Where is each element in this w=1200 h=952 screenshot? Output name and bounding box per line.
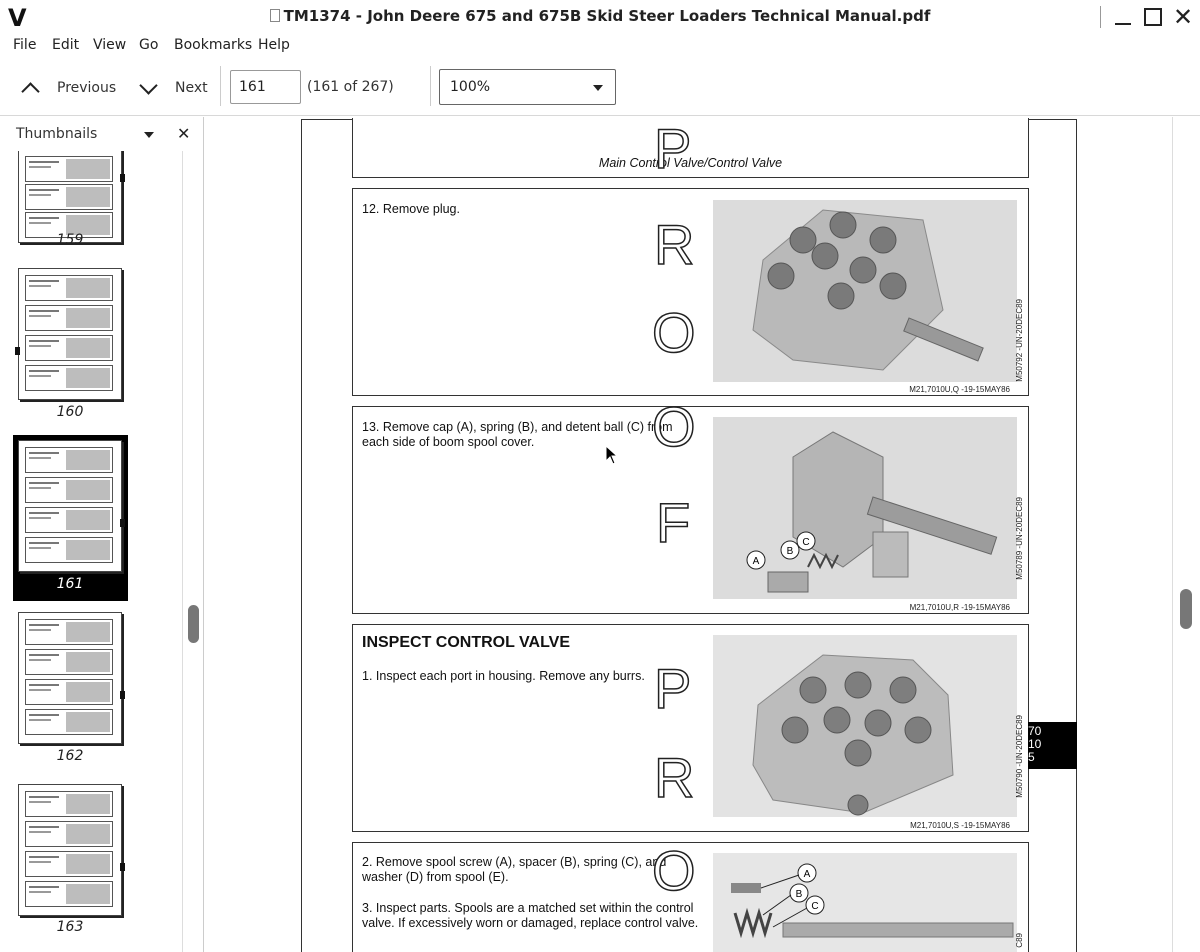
next-label: Next bbox=[175, 80, 208, 96]
section-tab-line: 10 bbox=[1028, 737, 1042, 751]
chevron-down-icon bbox=[593, 85, 603, 91]
thumbnail-159[interactable] bbox=[18, 151, 122, 243]
menu-bookmarks[interactable]: Bookmarks bbox=[174, 37, 253, 53]
minimize-icon bbox=[1115, 23, 1131, 25]
watermark-letter: O bbox=[652, 395, 696, 458]
window-title-text: TM1374 - John Deere 675 and 675B Skid Steer Loaders Technical Manual.pdf bbox=[283, 7, 931, 25]
watermark-letter: F bbox=[656, 491, 691, 554]
menu-view[interactable]: View bbox=[93, 37, 127, 53]
sidebar-close-button[interactable]: ✕ bbox=[177, 124, 191, 143]
thumbnail-label: 163 bbox=[56, 919, 84, 935]
thumbnail-label: 160 bbox=[56, 404, 84, 420]
chevron-up-icon bbox=[21, 82, 39, 100]
watermark-letter: R bbox=[654, 213, 695, 276]
menu-bar bbox=[0, 34, 1200, 58]
sidebar-mode-dropdown[interactable] bbox=[144, 132, 154, 138]
figure-code: M50789 -UN-20DEC89 bbox=[1015, 497, 1024, 580]
menu-go[interactable]: Go bbox=[139, 37, 159, 53]
figure-code: M50790 -UN-20DEC89 bbox=[1015, 715, 1024, 798]
viewer-scrollbar-thumb[interactable] bbox=[1180, 589, 1192, 629]
watermark-letter: R bbox=[654, 746, 695, 809]
app-logo[interactable]: V bbox=[8, 4, 27, 32]
reference-code: M21,7010U,R -19-15MAY86 bbox=[909, 603, 1010, 612]
thumbnail-161[interactable] bbox=[18, 440, 122, 572]
callout-b: B bbox=[786, 546, 794, 557]
toolbar-divider bbox=[430, 66, 431, 106]
previous-label: Previous bbox=[57, 80, 117, 96]
section-tab-line: 70 bbox=[1028, 724, 1042, 738]
section-tab bbox=[1028, 722, 1077, 769]
page-header-title: Main Control Valve/Control Valve bbox=[598, 156, 783, 170]
thumbnail-160[interactable] bbox=[18, 268, 122, 400]
document-viewer bbox=[205, 117, 1200, 952]
valve-housing-illustration bbox=[713, 635, 1017, 817]
thumbnail-162[interactable] bbox=[18, 612, 122, 744]
section-tab-line: 5 bbox=[1028, 750, 1035, 764]
callout-b: B bbox=[795, 889, 803, 900]
maximize-icon bbox=[1144, 8, 1162, 26]
watermark-letter: P bbox=[654, 657, 692, 720]
reference-code: M21,7010U,Q -19-15MAY86 bbox=[909, 385, 1010, 394]
valve-housing-photo bbox=[713, 200, 1017, 382]
callout-a: A bbox=[803, 869, 811, 880]
callout-a: A bbox=[752, 556, 760, 567]
spool-parts-illustration bbox=[713, 853, 1017, 952]
sidebar-title: Thumbnails bbox=[16, 126, 98, 142]
document-icon bbox=[270, 9, 280, 22]
title-bar bbox=[0, 0, 1200, 34]
valve-plug-illustration bbox=[713, 200, 1017, 382]
window-title bbox=[0, 7, 1200, 25]
step-text: 12. Remove plug. bbox=[362, 202, 460, 216]
thumbnail-list bbox=[0, 151, 182, 952]
page-count: (161 of 267) bbox=[307, 79, 394, 95]
step-text: 3. Inspect parts. Spools are a matched set within the control valve. If excessively worn or damaged, replace control valve. bbox=[362, 901, 699, 930]
menu-file[interactable]: File bbox=[13, 37, 37, 53]
window-controls-divider bbox=[1100, 6, 1101, 28]
sidebar-scrollbar[interactable] bbox=[182, 151, 203, 952]
chevron-down-icon bbox=[139, 76, 157, 94]
figure-code: C89 bbox=[1015, 933, 1024, 948]
control-valve-photo bbox=[713, 635, 1017, 817]
spool-cover-photo bbox=[713, 417, 1017, 599]
step-text: 13. Remove cap (A), spring (B), and detent ball (C) from each side of boom spool cover. bbox=[362, 420, 673, 449]
close-window-button[interactable] bbox=[1172, 3, 1194, 31]
menu-edit[interactable]: Edit bbox=[52, 37, 80, 53]
minimize-button[interactable] bbox=[1112, 6, 1134, 28]
thumbnail-label: 159 bbox=[56, 232, 84, 248]
watermark-letter: P bbox=[654, 117, 692, 180]
figure-code: M50792 -UN-20DEC89 bbox=[1015, 299, 1024, 382]
thumbnail-163[interactable] bbox=[18, 784, 122, 916]
thumbnail-label: 162 bbox=[56, 748, 84, 764]
watermark-letter: O bbox=[652, 839, 696, 902]
thumbnail-label: 161 bbox=[56, 576, 84, 592]
callout-c: C bbox=[811, 901, 819, 912]
page-number-input[interactable] bbox=[230, 70, 301, 104]
sidebar-scrollbar-thumb[interactable] bbox=[188, 605, 199, 643]
detent-illustration bbox=[713, 417, 1017, 599]
toolbar-divider bbox=[220, 66, 221, 106]
menu-help[interactable]: Help bbox=[258, 37, 290, 53]
pdf-page bbox=[301, 119, 1077, 952]
sidebar-header bbox=[0, 117, 204, 151]
toolbar bbox=[0, 58, 1200, 116]
zoom-value: 100% bbox=[450, 79, 491, 95]
thumbnails-sidebar bbox=[0, 117, 204, 952]
next-page-button[interactable] bbox=[142, 76, 208, 100]
reference-code: M21,7010U,S -19-15MAY86 bbox=[910, 821, 1010, 830]
zoom-select[interactable] bbox=[439, 69, 616, 105]
mouse-cursor-icon bbox=[605, 445, 619, 465]
previous-page-button[interactable] bbox=[24, 76, 116, 100]
section-heading: INSPECT CONTROL VALVE bbox=[362, 634, 571, 651]
close-icon: ✕ bbox=[1172, 3, 1194, 31]
step-text: 2. Remove spool screw (A), spacer (B), spring (C), and washer (D) from spool (E). bbox=[362, 855, 667, 884]
viewer-scrollbar[interactable] bbox=[1172, 117, 1200, 952]
spool-parts-photo bbox=[713, 853, 1017, 952]
step-text: 1. Inspect each port in housing. Remove any burrs. bbox=[362, 669, 645, 683]
maximize-button[interactable] bbox=[1142, 6, 1164, 28]
watermark-letter: O bbox=[652, 301, 696, 364]
callout-c: C bbox=[802, 537, 810, 548]
